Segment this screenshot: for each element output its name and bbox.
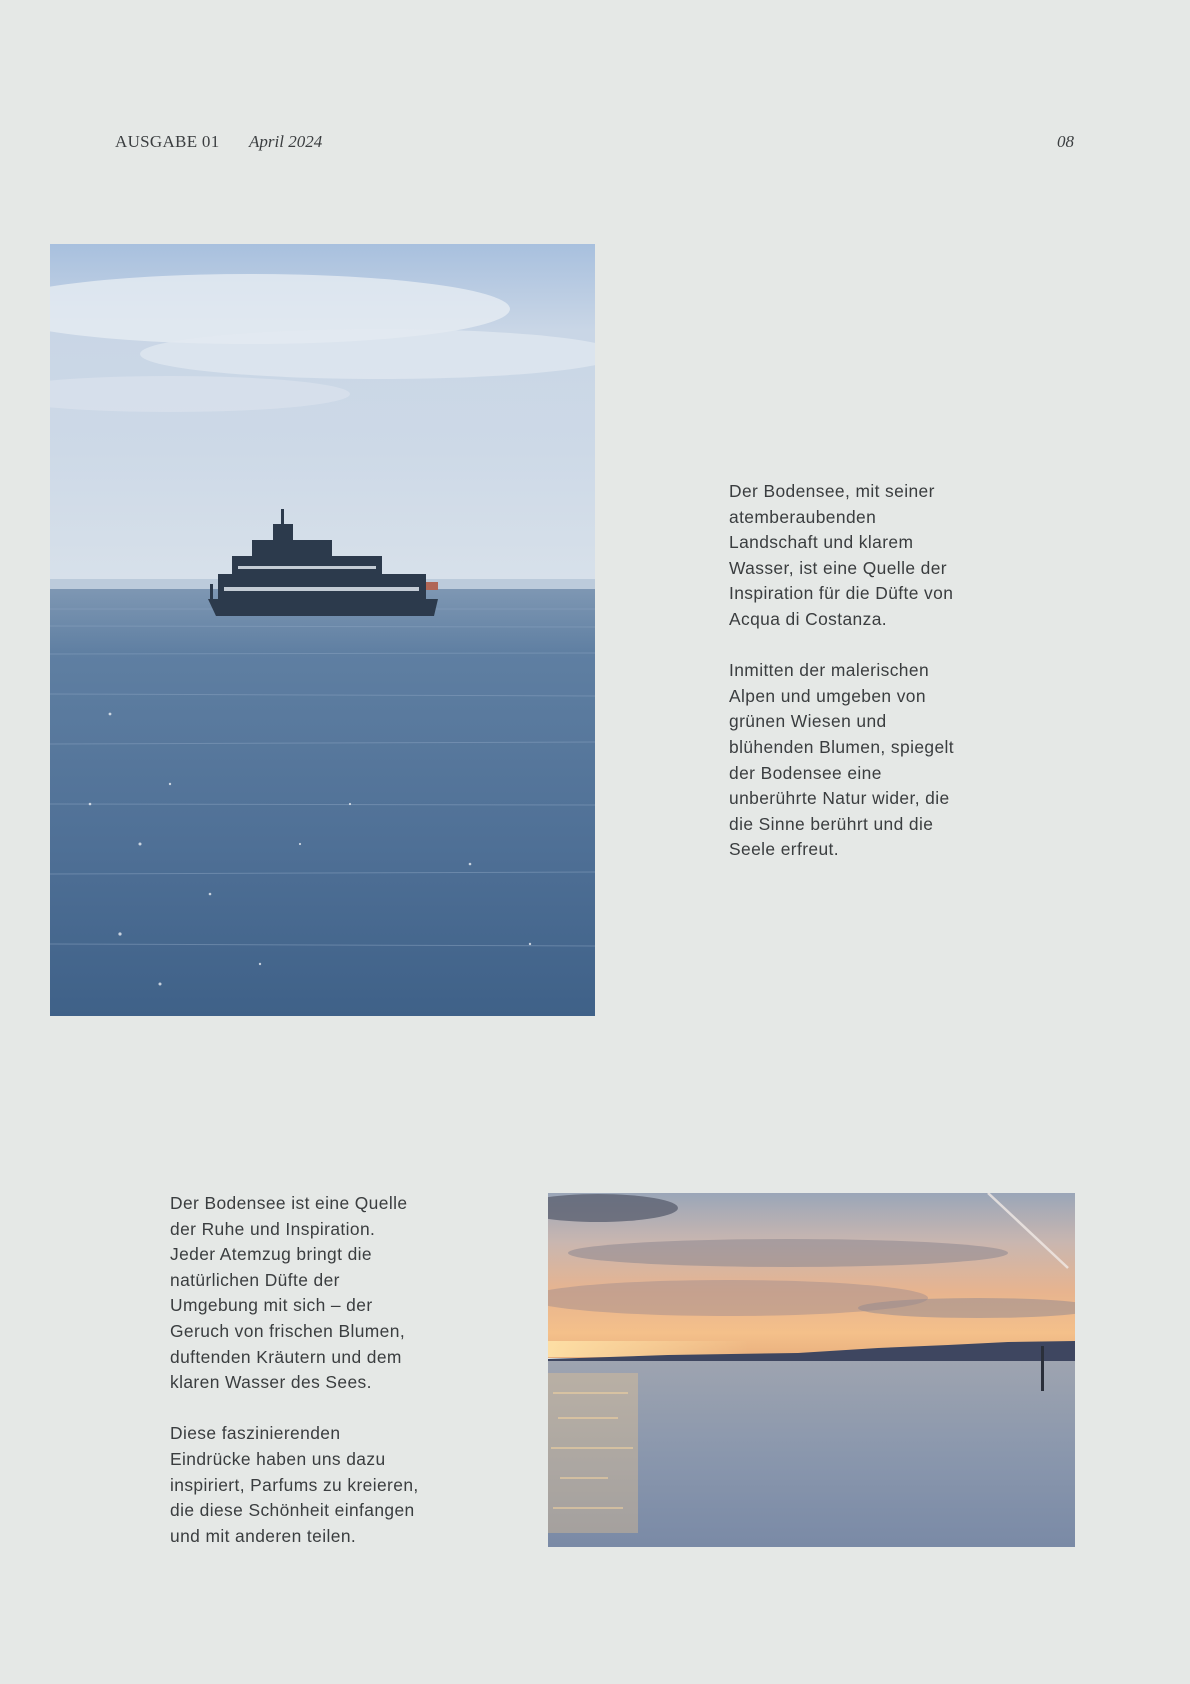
inspiration-paragraph-1: Der Bodensee ist eine Quelle der Ruhe und Inspiration. Jeder Atemzug bringt die natürlichen Düfte der Umgebung mit sich – der Geruch von frischen Blumen, duftenden Kräutern und dem klaren Wasser des Sees. [170, 1193, 408, 1393]
intro-text-block [729, 479, 999, 863]
issue-date: April 2024 [249, 132, 323, 151]
ship-on-lake-photo [50, 244, 595, 1016]
sunset-over-lake-photo [548, 1193, 1075, 1547]
sunset-photo-graphic [548, 1193, 1075, 1547]
intro-paragraph-2: Inmitten der malerischen Alpen und umgeben von grünen Wiesen und blühenden Blumen, spiegelt der Bodensee eine unberührte Natur wider, die die Sinne berührt und die Seele erfreut. [729, 660, 955, 860]
issue-label: AUSGABE 01 [115, 132, 220, 151]
inspiration-paragraph-2: Diese faszinierenden Eindrücke haben uns dazu inspiriert, Parfums zu kreieren, die diese Schönheit einfangen und mit anderen teilen. [170, 1423, 419, 1546]
ship-photo-graphic [50, 244, 595, 1016]
intro-paragraph-1: Der Bodensee, mit seiner atemberaubenden Landschaft und klarem Wasser, ist eine Quelle der Inspiration für die Düfte von Acqua di Costanza. [729, 481, 954, 629]
inspiration-text-block [170, 1191, 460, 1549]
page-number: 08 [1057, 132, 1074, 151]
